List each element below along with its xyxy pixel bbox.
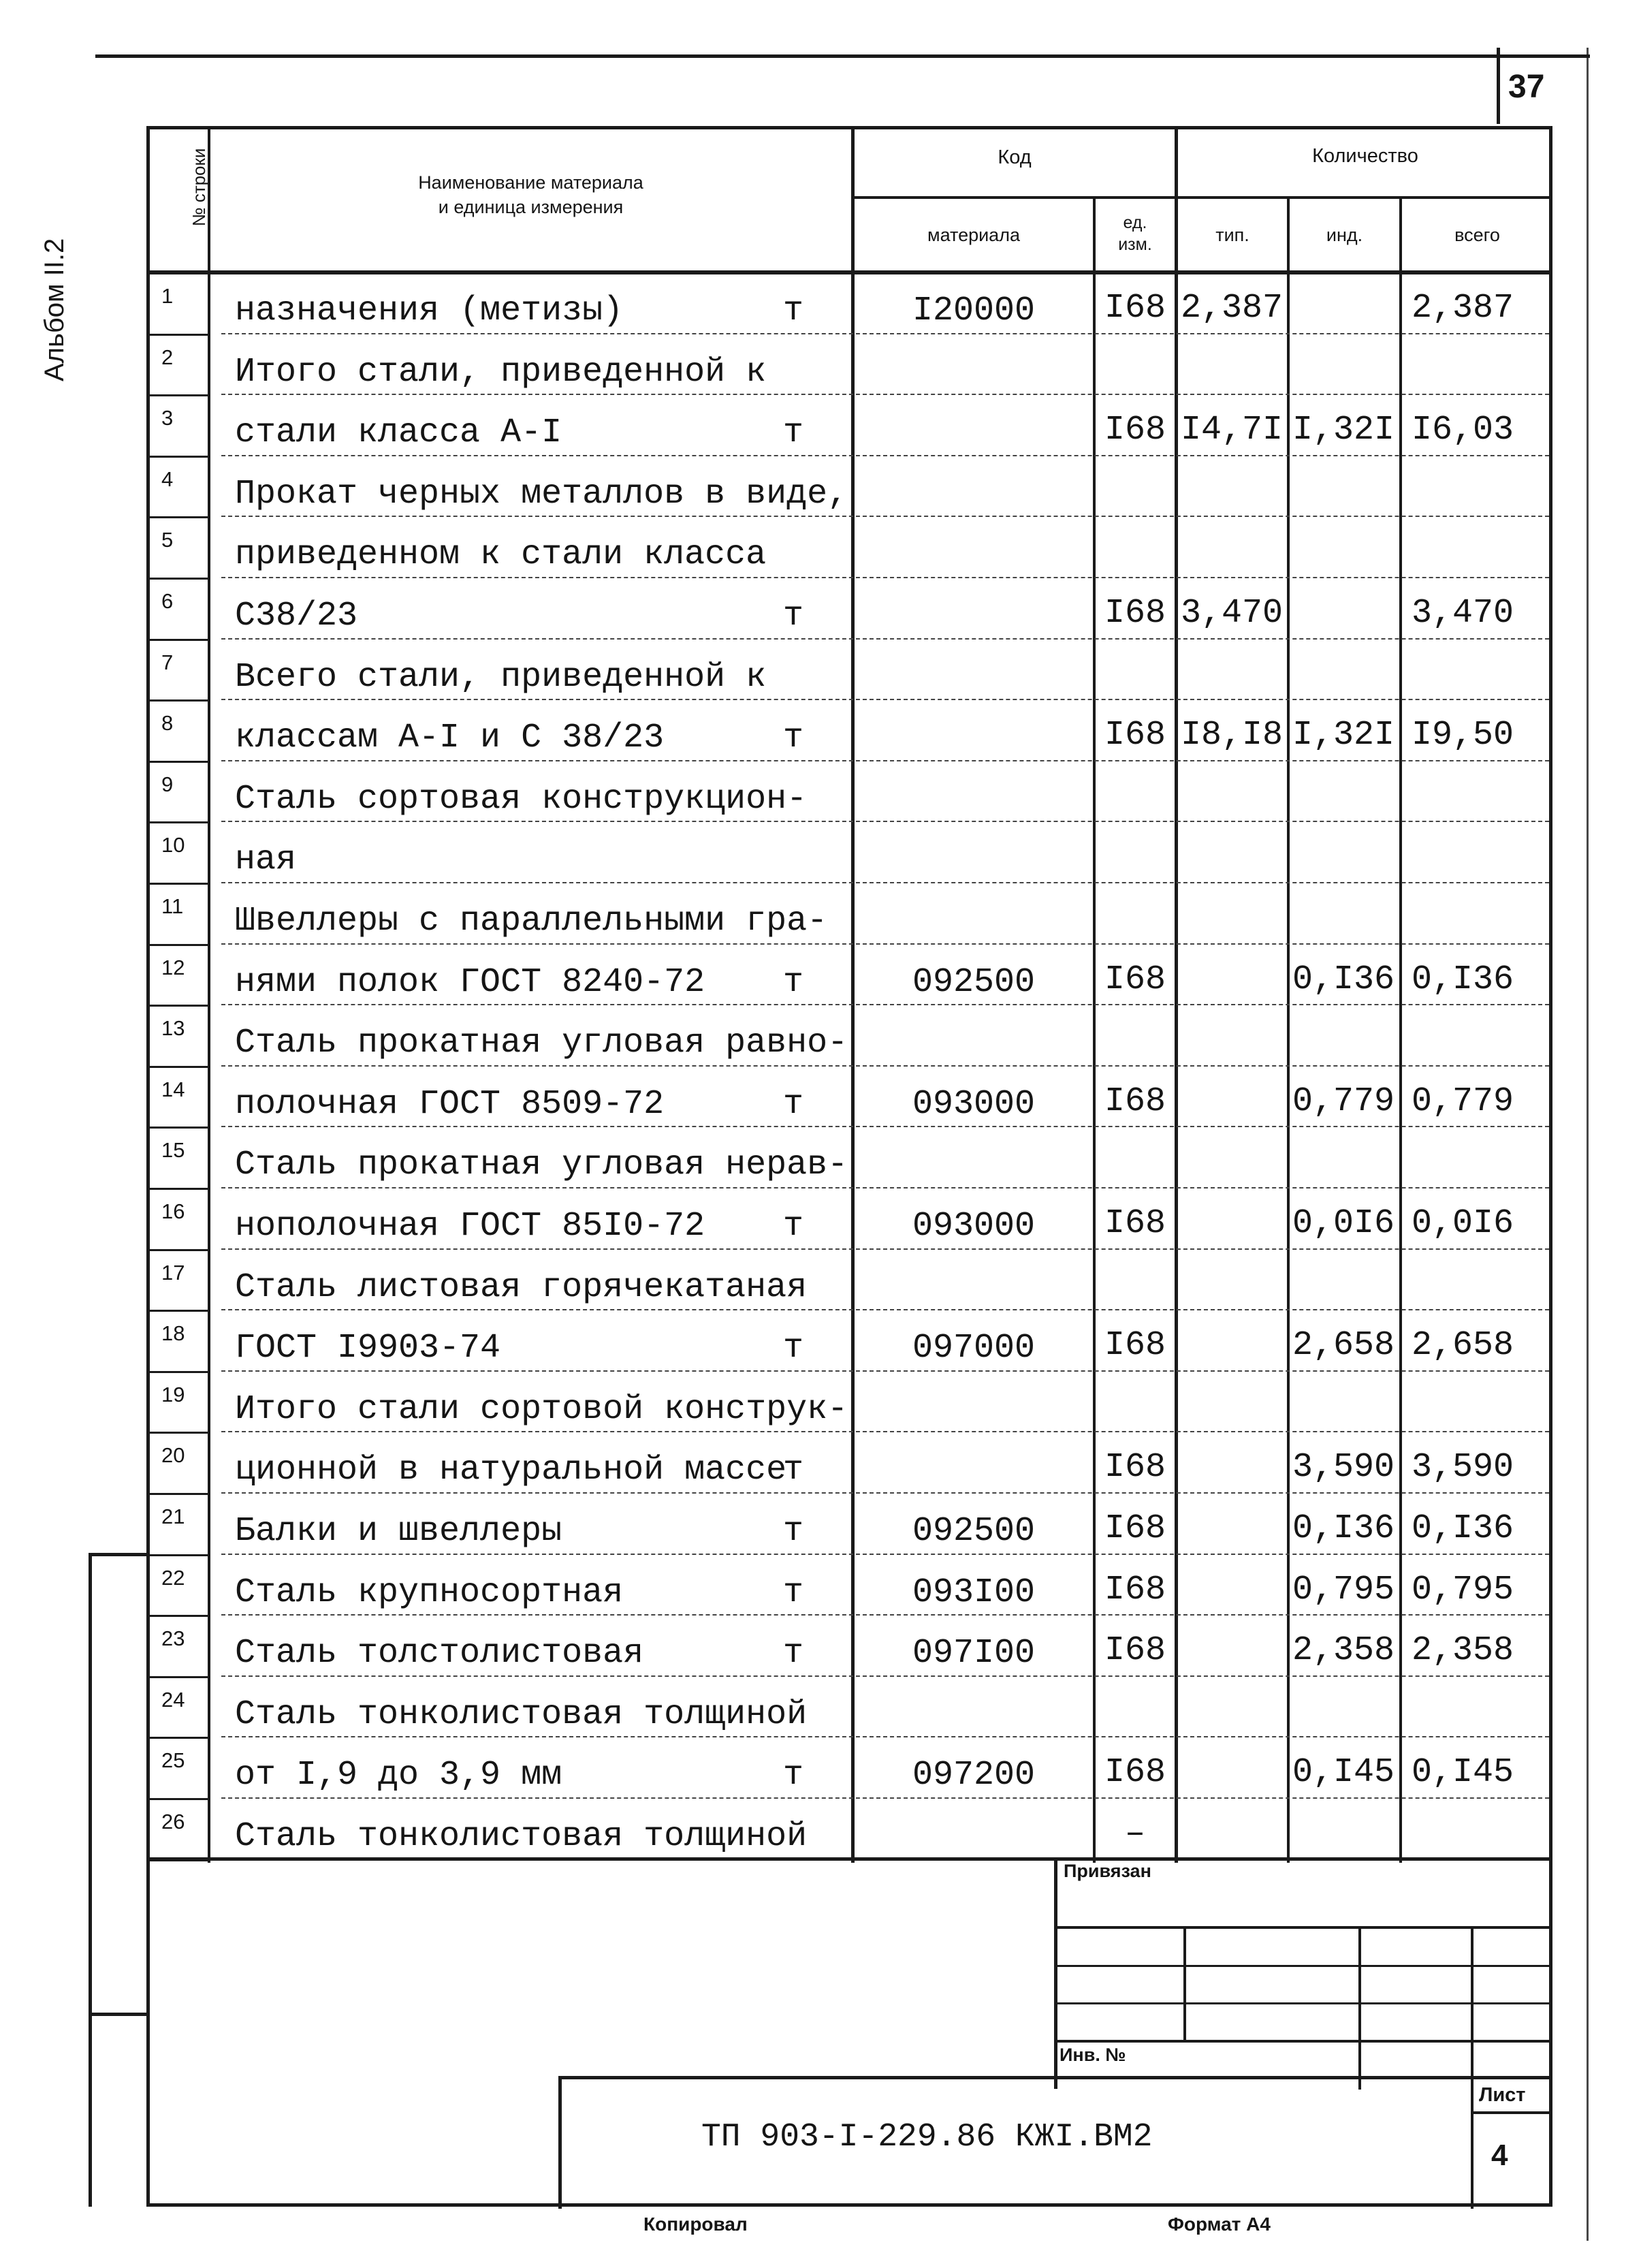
qty-ind: 0,0I6 (1292, 1204, 1395, 1243)
unit: т (783, 1573, 804, 1612)
unit: т (783, 1451, 804, 1490)
unit: т (783, 413, 804, 453)
qty-ind: 0,I36 (1292, 1509, 1395, 1548)
header-total: всего (1454, 225, 1500, 245)
table-row (146, 823, 1552, 885)
unit-code: I68 (1104, 1753, 1166, 1793)
material-name: Сталь сортовая конструкцион- (235, 779, 808, 819)
row-number: 7 (161, 650, 174, 674)
header-row-no (189, 129, 210, 245)
qty-total: 0,I36 (1412, 960, 1514, 999)
qty-ind: I,32I (1292, 716, 1395, 755)
material-name: классам А-I и С 38/23 (235, 719, 665, 758)
header-row-no-text: № строки (189, 148, 209, 227)
material-name: Швеллеры с параллельными гра- (235, 902, 828, 941)
row-number: 10 (161, 833, 185, 857)
row-underline (221, 455, 1549, 456)
footer-format: Формат А4 (1168, 2214, 1271, 2235)
table-row (146, 1373, 1552, 1434)
qty-total: I6,03 (1412, 411, 1514, 450)
qty-total: 0,I36 (1412, 1509, 1514, 1548)
footer-kopiroval: Копировал (643, 2214, 748, 2235)
row-underline (221, 1797, 1549, 1799)
material-name: Сталь толстолистовая (235, 1634, 644, 1673)
row-underline (221, 1859, 1549, 1860)
row-number: 21 (161, 1505, 185, 1528)
material-code: 093I00 (912, 1573, 1036, 1612)
material-code: 097200 (912, 1756, 1036, 1795)
row-number: 13 (161, 1016, 185, 1041)
table-body (146, 274, 1552, 1861)
table-row (146, 1251, 1552, 1312)
header-typ: тип. (1215, 225, 1249, 245)
header-ind: инд. (1326, 225, 1363, 245)
unit: т (783, 1329, 804, 1368)
list-number: 4 (1491, 2139, 1508, 2172)
row-number: 1 (161, 284, 174, 308)
page-num-box-left (1497, 48, 1500, 124)
table-row (146, 641, 1552, 702)
qty-total: 3,590 (1412, 1448, 1514, 1487)
row-underline (221, 1736, 1549, 1737)
material-code: 093000 (912, 1207, 1036, 1246)
unit-code: I68 (1104, 1448, 1166, 1487)
table-row (146, 702, 1552, 763)
qty-total: I9,50 (1412, 716, 1514, 755)
unit-code: I68 (1104, 289, 1166, 328)
row-underline (221, 577, 1549, 578)
table-row (146, 458, 1552, 519)
row-underline (221, 821, 1549, 822)
unit-code: I68 (1104, 594, 1166, 633)
row-underline (221, 1492, 1549, 1494)
table-row (146, 763, 1552, 824)
material-name: Всего стали, приведенной к (235, 657, 767, 697)
material-code: 093000 (912, 1084, 1036, 1124)
row-underline (221, 1065, 1549, 1067)
unit: т (783, 292, 804, 330)
header-unit-1: ед. (1123, 213, 1147, 232)
header-material: материала (927, 225, 1020, 245)
qty-total: 0,779 (1412, 1082, 1514, 1121)
table-row (146, 1434, 1552, 1495)
row-number: 25 (161, 1748, 185, 1773)
unit: т (783, 1084, 804, 1124)
left-margin-line (89, 1553, 92, 2207)
material-code: 092500 (912, 962, 1036, 1002)
row-underline (221, 516, 1549, 517)
row-number: 24 (161, 1687, 185, 1712)
list-label: Лист (1479, 2084, 1526, 2106)
header-code: Код (998, 146, 1032, 168)
row-number: 8 (161, 711, 174, 736)
header-mid-line (851, 196, 1552, 199)
material-name: Сталь прокатная угловая нерав- (235, 1146, 848, 1185)
material-code: I20000 (912, 292, 1036, 330)
table-row (146, 1617, 1552, 1678)
left-margin-tick-1 (89, 1553, 150, 1556)
row-underline (221, 1126, 1549, 1127)
row-number: 4 (161, 467, 174, 491)
material-name: ная (235, 840, 297, 880)
row-number: 12 (161, 955, 185, 979)
row-number: 3 (161, 406, 174, 430)
material-name: стали класса А-I (235, 413, 562, 453)
row-number: 23 (161, 1626, 185, 1651)
unit: т (783, 962, 804, 1002)
unit: т (783, 1634, 804, 1673)
row-underline (221, 943, 1549, 945)
header-quantity: Количество (1312, 145, 1418, 167)
unit: т (783, 1512, 804, 1551)
material-name: Итого стали сортовой конструк- (235, 1389, 848, 1429)
material-name: Сталь листовая горячекатаная (235, 1267, 808, 1307)
material-name: Сталь прокатная угловая равно- (235, 1024, 848, 1063)
row-number: 11 (161, 894, 184, 918)
row-number: 17 (161, 1260, 185, 1285)
page-number: 37 (1508, 69, 1545, 105)
row-underline (221, 1248, 1549, 1250)
table-row (146, 1312, 1552, 1373)
row-underline (221, 760, 1549, 761)
unit-code: I68 (1104, 1326, 1166, 1366)
table-row (146, 1739, 1552, 1800)
qty-ind: 2,658 (1292, 1326, 1395, 1366)
top-rule (95, 54, 1590, 58)
qty-total: 3,470 (1412, 594, 1514, 633)
row-number: 18 (161, 1321, 185, 1346)
header-name-line1: Наименование материала (418, 172, 643, 193)
unit-code: I68 (1104, 960, 1166, 999)
material-name: нополочная ГОСТ 85I0-72 (235, 1207, 705, 1246)
row-underline (221, 1431, 1549, 1432)
unit: т (783, 719, 804, 758)
row-number: 15 (161, 1138, 185, 1163)
table-row (146, 336, 1552, 397)
row-underline (221, 1187, 1549, 1188)
material-name: Балки и швеллеры (235, 1512, 562, 1551)
row-underline (221, 394, 1549, 395)
row-number: 22 (161, 1565, 185, 1590)
row-underline (221, 1370, 1549, 1372)
row-underline (221, 1614, 1549, 1616)
header-name-line2: и единица измерения (438, 197, 624, 217)
unit: т (783, 597, 804, 635)
row-underline (221, 1309, 1549, 1310)
qty-total: 0,0I6 (1412, 1204, 1514, 1243)
unit: т (783, 1207, 804, 1246)
table-row (146, 580, 1552, 641)
table-row (146, 885, 1552, 946)
unit-code: I68 (1104, 1204, 1166, 1243)
row-number: 5 (161, 528, 174, 552)
row-underline (221, 1004, 1549, 1005)
table-row (146, 1678, 1552, 1739)
row-number: 9 (161, 772, 174, 796)
material-name: Сталь крупносортная (235, 1573, 624, 1612)
material-name: нями полок ГОСТ 8240-72 (235, 962, 705, 1002)
unit-code: I68 (1104, 1509, 1166, 1548)
table-row (146, 518, 1552, 580)
row-number: 14 (161, 1077, 185, 1101)
row-underline (221, 333, 1549, 334)
material-name: ГОСТ I9903-74 (235, 1329, 501, 1368)
material-name: приведенном к стали класса (235, 535, 767, 575)
qty-total: 2,658 (1412, 1326, 1514, 1366)
album-label-text: Альбом II.2 (39, 238, 69, 381)
material-name: Сталь тонколистовая толщиной (235, 1695, 808, 1734)
row-underline (221, 1675, 1549, 1677)
header-unit-2: изм. (1118, 235, 1152, 254)
right-dashed-edge (1587, 48, 1589, 2241)
table-row (146, 1495, 1552, 1556)
qty-ind: I,32I (1292, 411, 1395, 450)
qty-typ: I4,7I (1181, 411, 1284, 450)
unit-code: I68 (1104, 1570, 1166, 1609)
material-name: от I,9 до 3,9 мм (235, 1756, 562, 1795)
qty-typ: 3,470 (1181, 594, 1284, 633)
material-code: 097I00 (912, 1634, 1036, 1673)
row-number: 26 (161, 1810, 185, 1833)
stamp-inv-no: Инв. № (1060, 2045, 1126, 2065)
unit-code: I68 (1104, 1631, 1166, 1671)
qty-total: 2,387 (1412, 289, 1514, 328)
table-row (146, 274, 1552, 336)
row-underline (221, 699, 1549, 700)
table-row (146, 396, 1552, 458)
table-row (146, 946, 1552, 1007)
row-number: 19 (161, 1382, 185, 1406)
doc-code: ТП 903-I-229.86 КЖI.ВМ2 (701, 2119, 1153, 2156)
qty-total: 2,358 (1412, 1631, 1514, 1671)
table-row (146, 1800, 1552, 1861)
material-code: 097000 (912, 1329, 1036, 1368)
material-code: 092500 (912, 1512, 1036, 1551)
qty-typ: 2,387 (1181, 289, 1284, 328)
left-margin-tick-2 (89, 2013, 150, 2016)
row-number: 6 (161, 589, 174, 613)
row-underline (221, 1554, 1549, 1555)
material-name: Сталь тонколистовая толщиной (235, 1817, 808, 1856)
unit-code: I68 (1104, 1082, 1166, 1121)
unit-code: I68 (1104, 716, 1166, 755)
qty-ind: 3,590 (1292, 1448, 1395, 1487)
stamp-privyazan: Привязан (1064, 1861, 1151, 1881)
album-label (39, 238, 70, 381)
row-underline (221, 882, 1549, 883)
row-number: 2 (161, 345, 174, 369)
row-underline (221, 638, 1549, 640)
qty-ind: 0,I45 (1292, 1753, 1395, 1793)
qty-typ: I8,I8 (1181, 716, 1284, 755)
qty-ind: 0,I36 (1292, 960, 1395, 999)
table-row (146, 1129, 1552, 1190)
material-name: ционной в натуральной массе (235, 1451, 787, 1490)
table-row (146, 1007, 1552, 1068)
row-number: 16 (161, 1199, 185, 1223)
table-row (146, 1190, 1552, 1251)
material-name: С38/23 (235, 597, 358, 635)
table-header (146, 126, 1552, 276)
material-name: Прокат черных металлов в виде, (235, 474, 848, 514)
unit-code: – (1124, 1814, 1145, 1853)
unit: т (783, 1756, 804, 1795)
qty-ind: 0,795 (1292, 1570, 1395, 1609)
unit-code: I68 (1104, 411, 1166, 450)
qty-ind: 2,358 (1292, 1631, 1395, 1671)
table-row (146, 1068, 1552, 1129)
material-name: назначения (метизы) (235, 292, 624, 330)
material-name: полочная ГОСТ 8509-72 (235, 1084, 665, 1124)
qty-ind: 0,779 (1292, 1082, 1395, 1121)
material-name: Итого стали, приведенной к (235, 352, 767, 392)
row-number: 20 (161, 1443, 185, 1468)
row-separator (146, 1859, 209, 1861)
qty-total: 0,795 (1412, 1570, 1514, 1609)
table-row (146, 1556, 1552, 1618)
qty-total: 0,I45 (1412, 1753, 1514, 1793)
